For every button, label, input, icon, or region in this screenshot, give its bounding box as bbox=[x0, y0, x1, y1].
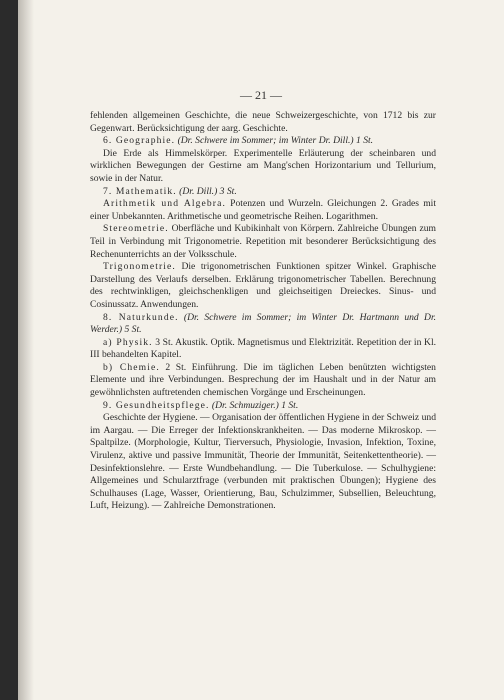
section-heading-gesundheitspflege: 9. Gesundheitspflege. (Dr. Schmuziger.) 1 St. bbox=[103, 399, 299, 411]
paragraph: Geschichte der Hygiene. — Organisation der öffentlichen Hygiene in der Schweiz und im Aargau. — Die Erreger der Infektionskrankheiten. — Das moderne Mikroskop. — Spaltpilze. (Morphologie, Kultur, Tierversuch, Physiologie, Invasion, Infektion, Toxine, Virulenz, aktive und passive Immunität, Theorie der Immunität, Seitenkettentheorie). — Desinfektionslehre. — Erste Wundbehandlung. — Die Tuberkulose. — Schulhygiene: Allgemeines und Schularztfrage (verbunden mit praktischen Übungen); Hygiene des Schulhauses (Lage, Wasser, Orientierung, Bau, Schulzimmer, Subsellien, Beleuchtung, Luft, Heizung). — Zahlreiche Demonstrationen. bbox=[90, 412, 436, 512]
section-heading-geographie: 6. Geographie. (Dr. Schwere im Sommer; im Winter Dr. Dill.) 1 St. bbox=[103, 135, 374, 147]
paragraph: b) Chemie. 2 St. Einführung. Die im täglichen Leben benützten wichtigsten Elemente und ihre Verbindungen. Besprechung der im Haushalt und in der Natur am gewöhnlichsten auftretenden chemischen Vorgänge und Erscheinungen. bbox=[90, 361, 436, 399]
page-number: — 21 — bbox=[240, 88, 282, 102]
section-heading-mathematik: 7. Mathematik. (Dr. Dill.) 3 St. bbox=[103, 185, 237, 197]
document-page bbox=[18, 0, 504, 700]
paragraph: a) Physik. 3 St. Akustik. Optik. Magnetismus und Elektrizität. Repetition der in Kl. III behandelten Kapitel. bbox=[90, 336, 437, 361]
section-heading-naturkunde: 8. Naturkunde. (Dr. Schwere im Sommer; im Winter Dr. Hartmann und Dr. Werder.) 5 St. bbox=[90, 311, 437, 336]
body-text bbox=[90, 110, 436, 513]
paragraph: Arithmetik und Algebra. Potenzen und Wurzeln. Gleichungen 2. Grades mit einer Unbekannten. Arithmetische und geometrische Reihen. Logarithmen. bbox=[90, 198, 436, 222]
paragraph: Die Erde als Himmelskörper. Experimentelle Erläuterung der scheinbaren und wirklichen Bewegungen der Gestirne am Mang'schen Horizontarium und Tellurium, sowie in der Natur. bbox=[90, 147, 436, 184]
paragraph: Stereometrie. Oberfläche und Kubikinhalt von Körpern. Zahlreiche Übungen zum Teil in Verbindung mit Trigonometrie. Repetition mit besonderer Berücksichtigung des Rechenunterrichts an der Volksschule. bbox=[90, 223, 436, 260]
page-gutter bbox=[18, 0, 34, 700]
paragraph: fehlenden allgemeinen Geschichte, die neue Schweizergeschichte, von 1712 bis zur Gegenwart. Berücksichtigung der aarg. Geschichte. bbox=[90, 110, 436, 134]
paragraph: Trigonometrie. Die trigonometrischen Funktionen spitzer Winkel. Graphische Darstellung des Verlaufs derselben. Erklärung trigonometrischer Tabellen. Berechnung des rechtwinkligen, gleichschenkligen und gleichseitigen Dreieckes. Sinus- und Cosinussatz. Anwendungen. bbox=[90, 261, 436, 310]
